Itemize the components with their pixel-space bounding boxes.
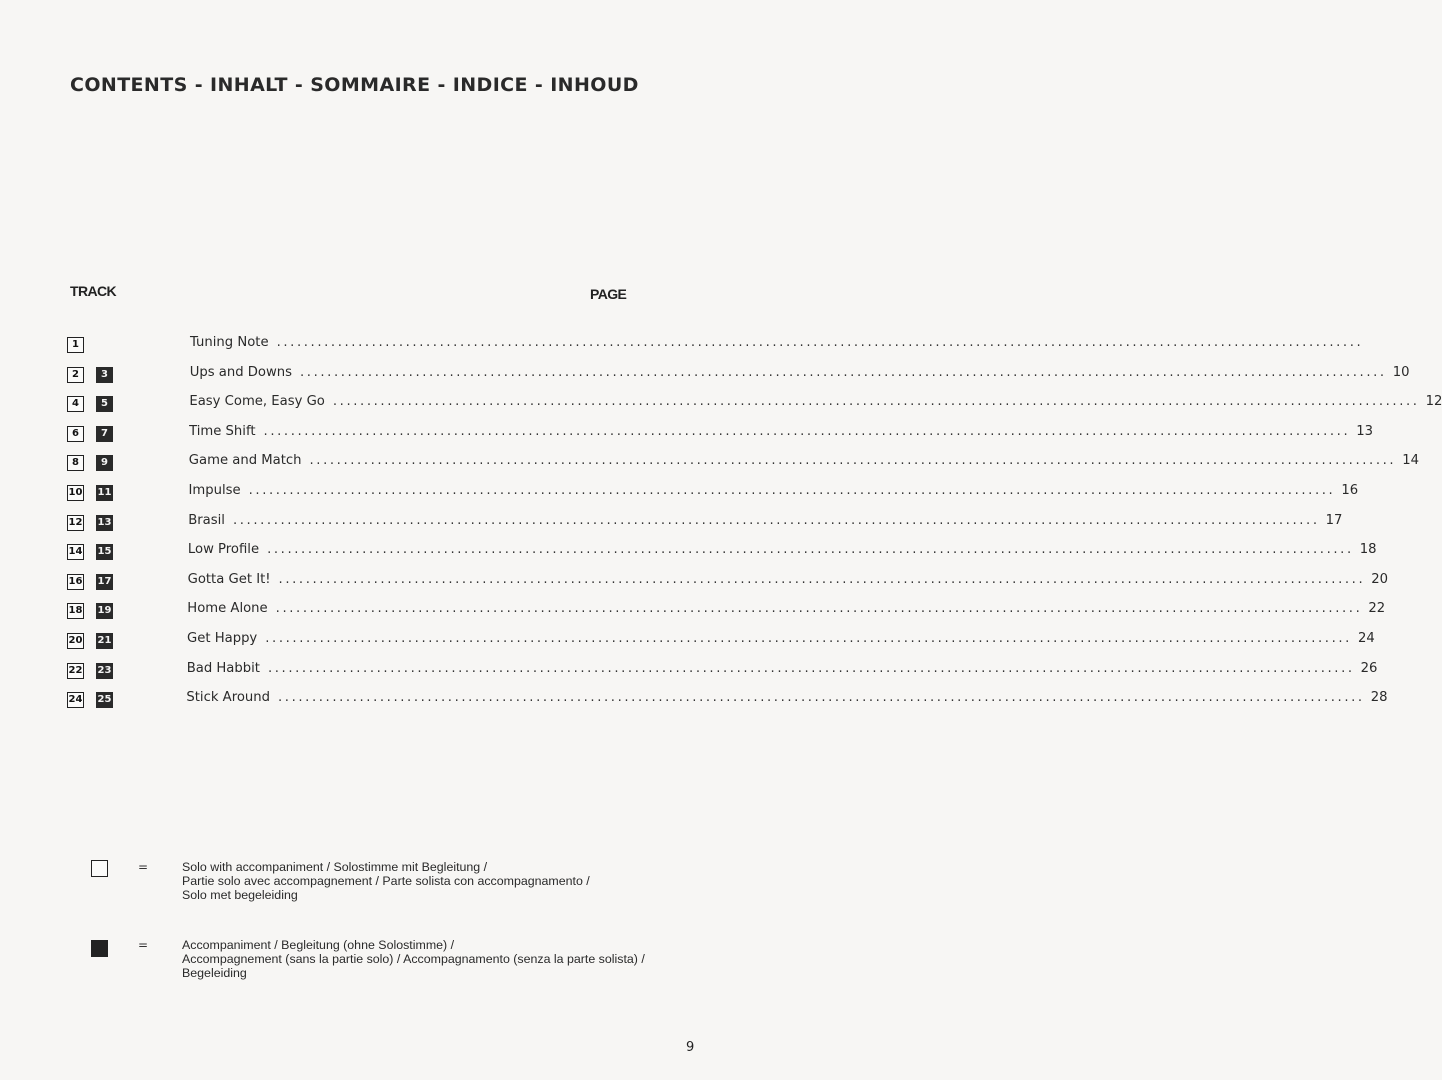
- accompaniment-track-symbol: [91, 940, 108, 957]
- solo-track-number: 1: [67, 337, 84, 353]
- solo-track-number: 18: [67, 603, 84, 619]
- contents-row: [0, 483, 1359, 507]
- page-number-ref: 24: [1357, 631, 1375, 646]
- solo-track-number: 16: [67, 574, 84, 590]
- dot-leader: ................................................................................................................................................................: [265, 631, 1352, 646]
- solo-legend-text: [182, 860, 702, 902]
- contents-entry: [189, 423, 1374, 446]
- equals-sign: =: [138, 938, 149, 952]
- dot-leader: ................................................................................................................................................................: [232, 512, 1320, 528]
- page-number-ref: 17: [1325, 512, 1343, 528]
- contents-row: [0, 690, 1388, 714]
- contents-row: [0, 571, 1389, 596]
- solo-track-number: 10: [67, 485, 84, 501]
- accompaniment-track-number: 17: [96, 574, 113, 590]
- solo-track-number: 24: [67, 692, 84, 708]
- legend-line: Solo met begeleiding: [182, 888, 298, 902]
- contents-row: [0, 335, 1364, 359]
- contents-entry: [187, 631, 1375, 653]
- page-number-ref: 12: [1425, 394, 1442, 410]
- accompaniment-track-number: 9: [96, 455, 113, 471]
- page-number-ref: 10: [1392, 364, 1410, 380]
- dot-leader: ................................................................................................................................................................: [277, 690, 1365, 706]
- page-number-ref: 28: [1370, 690, 1388, 706]
- piece-title: Brasil: [188, 512, 225, 528]
- contents-entry: [187, 601, 1386, 623]
- equals-sign: =: [138, 860, 149, 874]
- contents-entry: [189, 364, 1410, 387]
- solo-track-number: 2: [67, 367, 84, 383]
- piece-title: Impulse: [188, 483, 241, 498]
- contents-row: [0, 512, 1343, 537]
- contents-entry: [188, 483, 1359, 505]
- contents-entry: [189, 394, 1442, 416]
- page-column-header: PAGE: [590, 286, 627, 302]
- contents-entry: [188, 512, 1343, 535]
- piece-title: Get Happy: [187, 631, 258, 646]
- page-title: CONTENTS - INHALT - SOMMAIRE - INDICE - INHOUD: [70, 74, 639, 96]
- contents-row: [0, 542, 1377, 566]
- solo-track-number: 12: [67, 515, 84, 531]
- solo-track-number: 8: [67, 455, 84, 471]
- accompaniment-track-number: 15: [96, 544, 113, 560]
- page-number-ref: 14: [1402, 453, 1419, 469]
- dot-leader: ................................................................................................................................................................: [275, 601, 1363, 617]
- page-number-ref: 16: [1341, 483, 1359, 498]
- dot-leader: ................................................................................................................................................................: [300, 364, 1387, 380]
- dot-leader: ................................................................................................................................................................: [267, 660, 1355, 676]
- contents-row: [0, 631, 1375, 655]
- legend-line: Partie solo avec accompagnement / Parte solista con accompagnamento /: [182, 874, 590, 888]
- dot-leader: ................................................................................................................................................................: [309, 453, 1397, 469]
- contents-entry: [186, 660, 1378, 683]
- solo-track-number: 14: [67, 544, 84, 560]
- piece-title: Gotta Get It!: [187, 571, 271, 587]
- piece-title: Easy Come, Easy Go: [189, 394, 325, 410]
- legend-line: Solo with accompaniment / Solostimme mit Begleitung /: [182, 860, 488, 874]
- piece-title: Ups and Downs: [189, 364, 293, 380]
- page-number-ref: 20: [1371, 571, 1389, 587]
- contents-row: [0, 601, 1386, 625]
- accompaniment-track-number: 3: [96, 367, 113, 383]
- accompaniment-legend-text: [182, 938, 702, 980]
- contents-entry: [187, 542, 1377, 564]
- accompaniment-track-number: 25: [96, 692, 113, 708]
- dot-leader: ................................................................................................................................................................: [263, 423, 1351, 439]
- accompaniment-track-number: 7: [96, 426, 113, 442]
- contents-row: [0, 423, 1374, 448]
- contents-row: [0, 453, 1419, 477]
- accompaniment-track-number: 21: [96, 633, 113, 649]
- solo-track-number: 22: [67, 663, 84, 679]
- dot-leader: ................................................................................................................................................................: [332, 394, 1420, 410]
- legend-line: Accompagnement (sans la partie solo) / Accompagnamento (senza la parte solista) /: [182, 952, 645, 966]
- contents-row: [0, 364, 1410, 389]
- contents-entry: [186, 690, 1388, 712]
- contents-row: [0, 660, 1378, 685]
- solo-track-number: 20: [67, 633, 84, 649]
- contents-entry: [190, 335, 1364, 357]
- piece-title: Time Shift: [189, 423, 256, 439]
- solo-track-symbol: [91, 860, 108, 877]
- contents-entry: [187, 571, 1389, 594]
- piece-title: Tuning Note: [190, 335, 269, 350]
- piece-title: Bad Habbit: [186, 660, 260, 676]
- piece-title: Stick Around: [186, 690, 270, 706]
- dot-leader: ................................................................................................................................................................: [248, 483, 1336, 498]
- page-number-ref: 13: [1356, 423, 1374, 439]
- piece-title: Game and Match: [188, 453, 302, 469]
- page-number: 9: [686, 1040, 695, 1055]
- piece-title: Home Alone: [187, 601, 268, 617]
- dot-leader: ................................................................................................................................................................: [276, 335, 1364, 350]
- accompaniment-track-number: 19: [96, 603, 113, 619]
- legend-line: Accompaniment / Begleitung (ohne Solostimme) /: [182, 938, 455, 952]
- accompaniment-track-number: 23: [96, 663, 113, 679]
- page-number-ref: 22: [1368, 601, 1386, 617]
- dot-leader: ................................................................................................................................................................: [278, 571, 1366, 587]
- piece-title: Low Profile: [187, 542, 260, 558]
- page-number-ref: 26: [1360, 660, 1378, 676]
- accompaniment-track-number: 13: [96, 515, 113, 531]
- contents-entry: [188, 453, 1419, 475]
- accompaniment-track-number: 5: [96, 396, 113, 412]
- legend-line: Begeleiding: [182, 966, 247, 980]
- page-number-ref: 18: [1359, 542, 1377, 558]
- contents-row: [0, 394, 1442, 418]
- dot-leader: ................................................................................................................................................................: [267, 542, 1354, 558]
- track-column-header: TRACK: [70, 283, 116, 299]
- solo-track-number: 6: [67, 426, 84, 442]
- solo-track-number: 4: [67, 396, 84, 412]
- accompaniment-track-number: 11: [96, 485, 113, 501]
